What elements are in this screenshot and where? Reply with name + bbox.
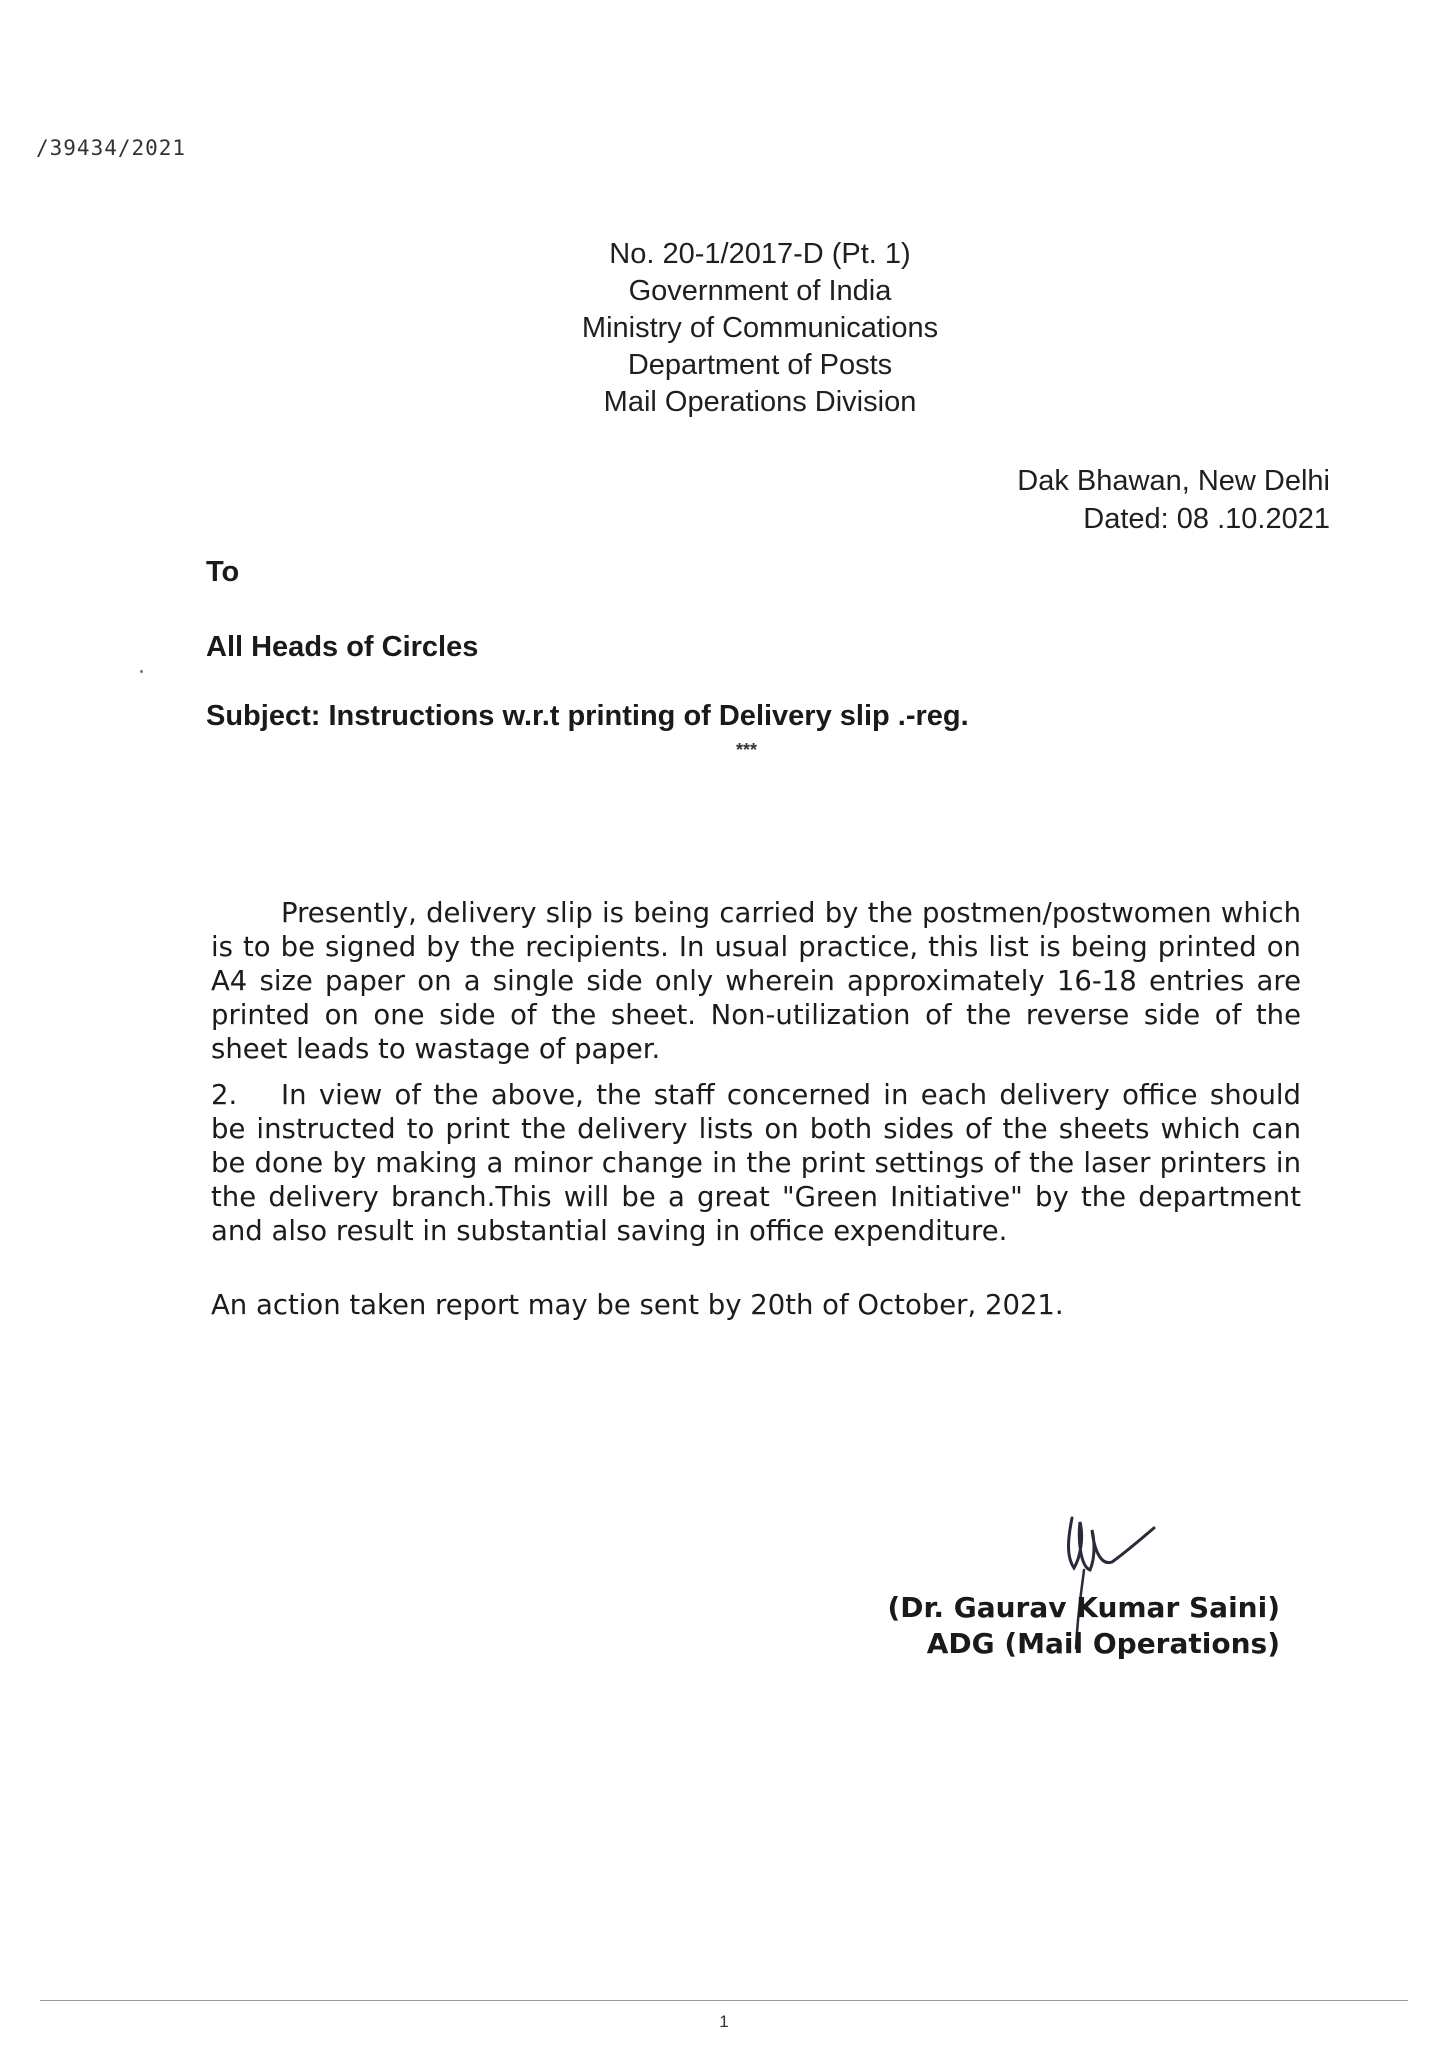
division-line: Mail Operations Division: [603, 386, 917, 418]
letter-header: [440, 236, 1080, 421]
to-label: To: [206, 556, 240, 588]
paragraph-1: Presently, delivery slip is being carried by the postmen/postwomen which is to be signed by the recipients. In usual practice, this list is being printed on A4 size paper on a single side only wherein approximately 16-18 entries are printed on one side of the sheet. Non-utilization of the reverse side of the sheet leads to wastage of paper.: [211, 896, 1301, 1065]
addressee: All Heads of Circles: [206, 631, 479, 663]
paragraph-3: An action taken report may be sent by 20th of October, 2021.: [211, 1288, 1064, 1321]
scan-speck: [140, 670, 143, 673]
reference-number: No. 20-1/2017-D (Pt. 1): [609, 238, 911, 270]
subject-line: Subject: Instructions w.r.t printing of Delivery slip .-reg.: [206, 700, 969, 732]
place-date-block: [1017, 462, 1330, 538]
ministry-line: Ministry of Communications: [581, 312, 939, 344]
government-line: Government of India: [628, 275, 892, 307]
signatory-designation: ADG (Mail Operations): [926, 1627, 1280, 1660]
signature-block: [887, 1590, 1280, 1662]
paragraph-2-number: 2.: [211, 1078, 238, 1111]
file-number: /39434/2021: [36, 136, 187, 160]
signatory-name: (Dr. Gaurav Kumar Saini): [887, 1591, 1280, 1624]
page-number: 1: [719, 2012, 729, 2031]
date: Dated: 08 .10.2021: [1083, 503, 1330, 535]
paragraph-2: [211, 1078, 1301, 1248]
separator-stars: ***: [736, 740, 758, 760]
footer-divider: [40, 2000, 1408, 2001]
place: Dak Bhawan, New Delhi: [1017, 465, 1330, 497]
paragraph-2-text: In view of the above, the staff concerned in each delivery office should be instructed to print the delivery lists on both sides of the sheets which can be done by making a minor change in the print settings of the laser printers in the delivery branch.This will be a great "Green Initiative" by the department and also result in substantial saving in office expenditure.: [211, 1078, 1301, 1247]
department-line: Department of Posts: [627, 349, 893, 381]
